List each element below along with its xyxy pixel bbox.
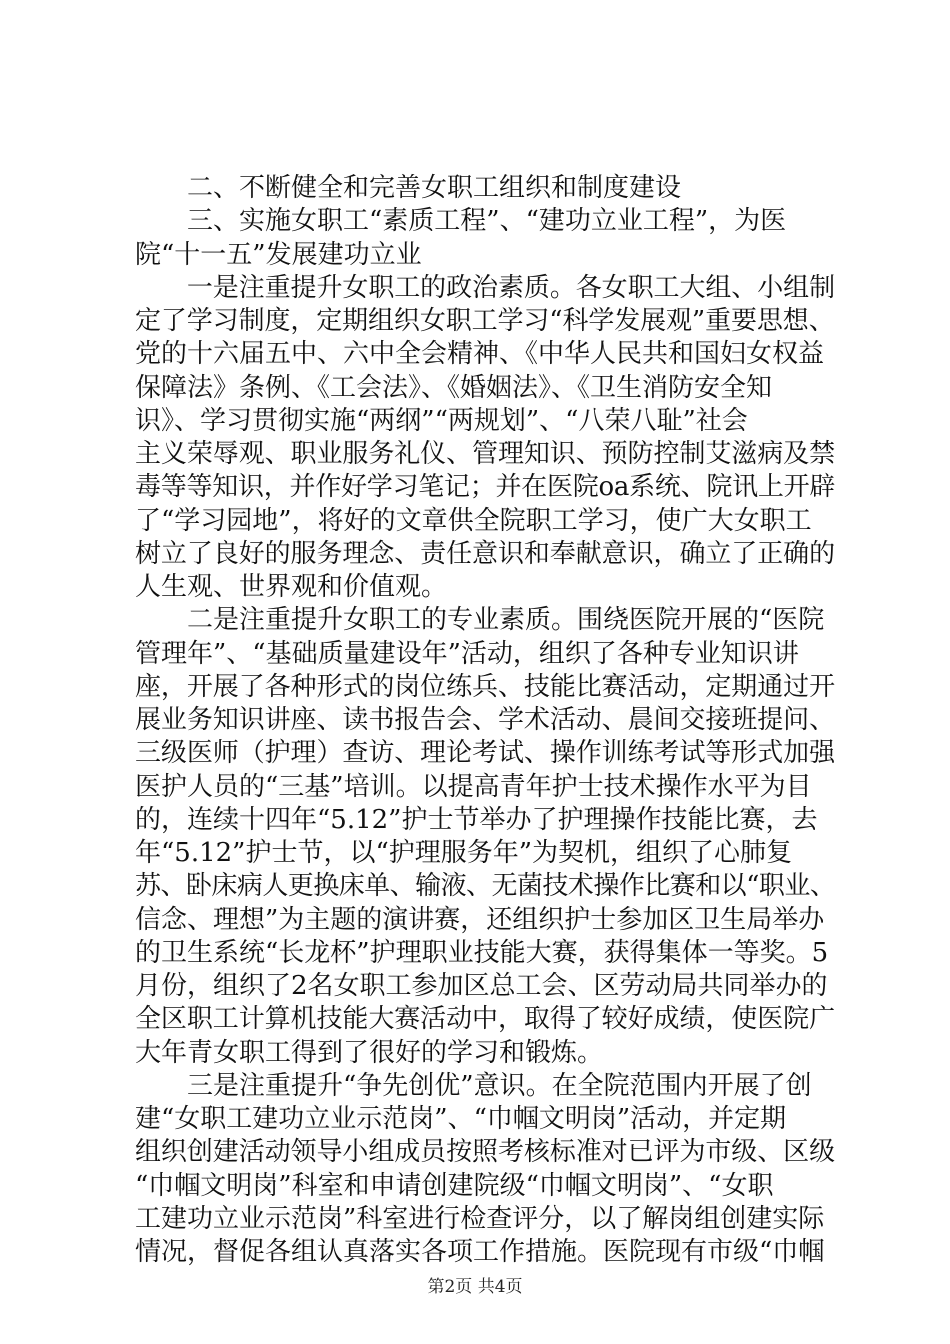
text-line: 一是注重提升女职工的政治素质。各女职工大组、小组制 [135, 272, 836, 303]
text-line: 建“女职工建功立业示范岗”、“巾帼文明岗”活动，并定期 [135, 1104, 787, 1134]
text-line: 展业务知识讲座、读书报告会、学术活动、晨间交接班提问、 [135, 705, 836, 735]
text-line: 三是注重提升“争先创优”意识。在全院范围内开展了创 [135, 1070, 812, 1101]
text-line: 了“学习园地”，将好的文章供全院职工学习，使广大女职工 [135, 505, 812, 536]
text-line: 全区职工计算机技能大赛活动中，取得了较好成绩，使医院广 [135, 1004, 836, 1035]
text-line: 三、实施女职工“素质工程”、“建功立业工程”，为医 [135, 206, 787, 237]
text-line: 座，开展了各种形式的岗位练兵、技能比赛活动，定期通过开 [135, 671, 836, 702]
text-line: 识》、学习贯彻实施“两纲”“两规划”、“八荣八耻”社会 [135, 405, 748, 436]
text-line: 保障法》条例、《工会法》、《婚姻法》、《卫生消防安全知 [135, 372, 773, 403]
text-line: 大年青女职工得到了很好的学习和锻炼。 [135, 1037, 604, 1068]
page-footer: 第2页 共4页 [427, 1277, 523, 1297]
text-line: 毒等等知识，并作好学习笔记；并在医院oa系统、院讯上开辟 [135, 472, 836, 503]
text-line: 年“5.12”护士节，以“护理服务年”为契机，组织了心肺复 [135, 838, 793, 868]
text-line: 组织创建活动领导小组成员按照考核标准对已评为市级、区级 [135, 1137, 836, 1168]
text-line: 主义荣辱观、职业服务礼仪、管理知识、预防控制艾滋病及禁 [135, 439, 836, 469]
text-line: 树立了良好的服务理念、责任意识和奉献意识，确立了正确的 [135, 538, 836, 569]
text-line: 月份，组织了2名女职工参加区总工会、区劳动局共同举办的 [135, 971, 828, 1001]
text-line: 三级医师（护理）查访、理论考试、操作训练考试等形式加强 [135, 738, 836, 769]
text-line: 信念、理想”为主题的演讲赛，还组织护士参加区卫生局举办 [135, 904, 825, 935]
text-line: 苏、卧床病人更换床单、输液、无菌技术操作比赛和以“职业、 [135, 871, 836, 902]
text-line: 的，连续十四年“5.12”护士节举办了护理操作技能比赛，去 [135, 804, 818, 835]
text-line: 院“十一五”发展建功立业 [135, 239, 422, 270]
text-line: 的卫生系统“长龙杯”护理职业技能大赛，获得集体一等奖。5 [135, 937, 829, 968]
text-line: 二是注重提升女职工的专业素质。围绕医院开展的“医院 [135, 605, 825, 636]
document-body [135, 172, 835, 1269]
text-line: 定了学习制度，定期组织女职工学习“科学发展观”重要思想、 [135, 306, 835, 336]
text-line: 二、不断健全和完善女职工组织和制度建设 [135, 173, 682, 203]
text-line: 党的十六届五中、六中全会精神、《中华人民共和国妇女权益 [135, 339, 825, 370]
text-line: 医护人员的“三基”培训。以提高青年护士技术操作水平为目 [135, 771, 812, 802]
text-line: 情况，督促各组认真落实各项工作措施。医院现有市级“巾帼 [135, 1237, 825, 1267]
text-line: 工建功立业示范岗”科室进行检查评分，以了解岗组创建实际 [135, 1203, 825, 1234]
text-line: 管理年”、“基础质量建设年”活动，组织了各种专业知识讲 [135, 638, 799, 669]
text-line: “巾帼文明岗”科室和申请创建院级“巾帼文明岗”、“女职 [135, 1170, 774, 1201]
text-line: 人生观、世界观和价值观。 [135, 572, 448, 602]
